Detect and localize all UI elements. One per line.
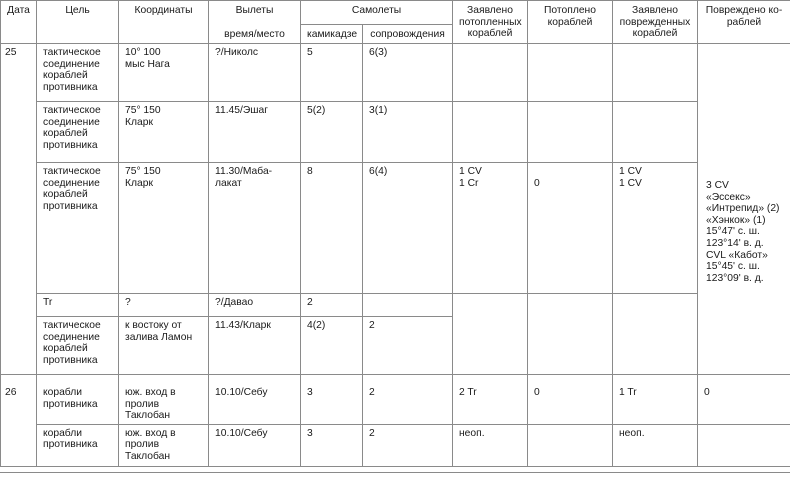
target-cell: тактическое соединение кораблей противника bbox=[37, 317, 119, 375]
escort-cell: 2 bbox=[363, 424, 453, 466]
sortie-cell: ?/Николс bbox=[209, 44, 301, 102]
target-cell: тактическое соединение кораблей противника bbox=[37, 44, 119, 102]
table-row bbox=[1, 294, 790, 317]
claimed-damaged-cell bbox=[613, 102, 698, 163]
claimed-damaged-cell bbox=[613, 294, 698, 317]
sortie-cell: 11.30/Маба- лакат bbox=[209, 163, 301, 294]
claimed-sunk-cell bbox=[453, 102, 528, 163]
table-row bbox=[1, 317, 790, 375]
target-cell: тактическое соединение кораблей противника bbox=[37, 163, 119, 294]
coords-cell: 75° 150 Кларк bbox=[119, 163, 209, 294]
kamikaze-cell: 8 bbox=[301, 163, 363, 294]
table-row bbox=[1, 424, 790, 466]
kamikaze-cell: 3 bbox=[301, 424, 363, 466]
sortie-cell: 10.10/Себу bbox=[209, 424, 301, 466]
sortie-cell: ?/Давао bbox=[209, 294, 301, 317]
header-coords: Координаты bbox=[119, 1, 209, 44]
claimed-damaged-cell: 1 CV 1 CV bbox=[613, 163, 698, 294]
kamikaze-cell: 4(2) bbox=[301, 317, 363, 375]
coords-cell: к востоку от залива Ламон bbox=[119, 317, 209, 375]
date-cell bbox=[1, 163, 37, 294]
claimed-damaged-cell bbox=[613, 44, 698, 102]
header-kamikaze: камикадзе bbox=[301, 25, 363, 44]
header-claimed-sunk: Заявлено потопленных кораблей bbox=[453, 1, 528, 44]
damaged-cell bbox=[698, 424, 790, 466]
kamikaze-cell: 2 bbox=[301, 294, 363, 317]
escort-cell: 2 bbox=[363, 317, 453, 375]
kamikaze-cell: 5 bbox=[301, 44, 363, 102]
claimed-sunk-cell bbox=[453, 44, 528, 102]
header-sorties-sub: время/место bbox=[209, 25, 301, 44]
sortie-cell: 11.45/Эшаг bbox=[209, 102, 301, 163]
header-escort: сопровождения bbox=[363, 25, 453, 44]
table-row bbox=[1, 163, 790, 294]
claimed-sunk-cell bbox=[453, 317, 528, 375]
coords-cell: юж. вход в пролив Таклобан bbox=[119, 424, 209, 466]
header-claimed-damaged: Заявлено поврежденных кораблей bbox=[613, 1, 698, 44]
escort-cell: 2 bbox=[363, 375, 453, 425]
target-cell: Tr bbox=[37, 294, 119, 317]
escort-cell: 6(3) bbox=[363, 44, 453, 102]
coords-cell: юж. вход в пролив Таклобан bbox=[119, 375, 209, 425]
coords-cell: 75° 150 Кларк bbox=[119, 102, 209, 163]
claimed-sunk-cell: 1 CV 1 Cr bbox=[453, 163, 528, 294]
claimed-damaged-cell: неоп. bbox=[613, 424, 698, 466]
sortie-cell: 10.10/Себу bbox=[209, 375, 301, 425]
kamikaze-cell: 3 bbox=[301, 375, 363, 425]
target-cell: тактическое соединение кораблей противника bbox=[37, 102, 119, 163]
sunk-cell bbox=[528, 44, 613, 102]
date-cell bbox=[1, 294, 37, 317]
damaged-cell: 0 bbox=[698, 375, 790, 425]
table-bottom-rule bbox=[0, 472, 790, 473]
claimed-damaged-cell bbox=[613, 317, 698, 375]
date-cell bbox=[1, 102, 37, 163]
table-row bbox=[1, 102, 790, 163]
date-cell bbox=[1, 317, 37, 375]
header-row bbox=[1, 1, 790, 25]
header-date: Дата bbox=[1, 1, 37, 44]
claimed-damaged-cell: 1 Tr bbox=[613, 375, 698, 425]
sunk-cell bbox=[528, 317, 613, 375]
date-cell: 26 bbox=[1, 375, 37, 425]
coords-cell: 10° 100 мыс Нага bbox=[119, 44, 209, 102]
header-planes: Самолеты bbox=[301, 1, 453, 25]
table-row bbox=[1, 375, 790, 425]
table-row bbox=[1, 44, 790, 102]
header-sorties: Вылеты bbox=[209, 1, 301, 25]
date-cell: 25 bbox=[1, 44, 37, 102]
claimed-sunk-cell bbox=[453, 294, 528, 317]
sortie-cell: 11.43/Кларк bbox=[209, 317, 301, 375]
target-cell: корабли противника bbox=[37, 375, 119, 425]
sunk-cell: 0 bbox=[528, 163, 613, 294]
header-target: Цель bbox=[37, 1, 119, 44]
escort-cell: 6(4) bbox=[363, 163, 453, 294]
sunk-cell: 0 bbox=[528, 375, 613, 425]
sunk-cell bbox=[528, 294, 613, 317]
sunk-cell bbox=[528, 424, 613, 466]
header-damaged: Повреждено ко- раблей bbox=[698, 1, 790, 44]
kamikaze-cell: 5(2) bbox=[301, 102, 363, 163]
sunk-cell bbox=[528, 102, 613, 163]
claimed-sunk-cell: неоп. bbox=[453, 424, 528, 466]
date-cell bbox=[1, 424, 37, 466]
header-sunk: Потоплено кораблей bbox=[528, 1, 613, 44]
damaged-25-cell: 3 CV «Эссекс» «Интрепид» (2) «Хэнкок» (1) 15°47' с. ш. 123°14' в. д. CVL «Кабот» 15°45' с. ш. 123°09' в. д. bbox=[698, 44, 790, 375]
coords-cell: ? bbox=[119, 294, 209, 317]
target-cell: корабли противника bbox=[37, 424, 119, 466]
escort-cell: 3(1) bbox=[363, 102, 453, 163]
escort-cell bbox=[363, 294, 453, 317]
claimed-sunk-cell: 2 Tr bbox=[453, 375, 528, 425]
